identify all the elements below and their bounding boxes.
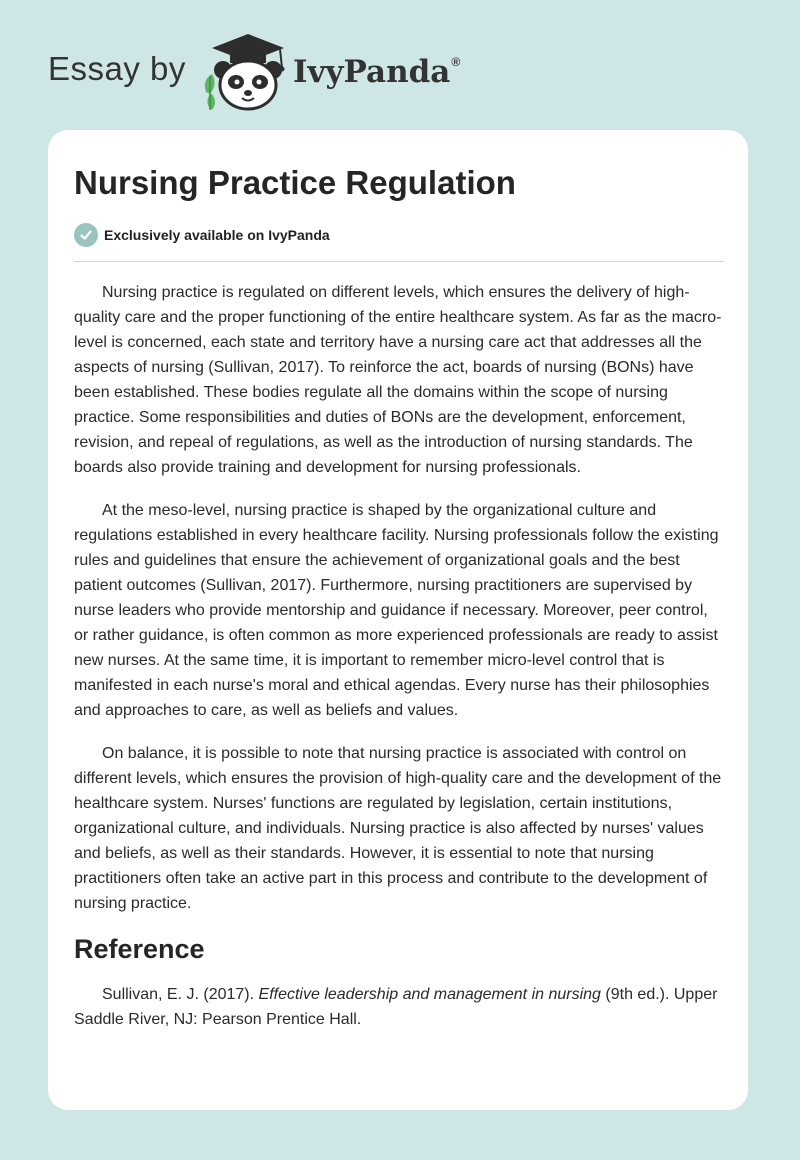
essay-by-label: Essay by [48,50,186,87]
site-header [48,30,508,112]
essay-body [74,280,726,1032]
reference-book-title: Effective leadership and management in nursing [258,986,601,1003]
essay-card [48,130,748,1110]
reference-publisher: (9th ed.). Upper Saddle River, NJ: Pearson Prentice Hall. [74,986,718,1028]
brand-text: IvyPanda [293,54,451,90]
page-title: Nursing Practice Regulation [74,164,516,201]
exclusive-badge-text: Exclusively available on IvyPanda [104,227,330,243]
panda-logo-icon[interactable] [198,30,298,112]
paragraph: Nursing practice is regulated on different levels, which ensures the delivery of high-quality care and the proper functioning of the entire healthcare system. As far as the macro-level is concerned, each state and territory have a nursing care act that addresses all the aspects of nursing (Sullivan, 2017). To reinforce the act, boards of nursing (BONs) have been established. These bodies regulate all the domains within the scope of nursing practice. Some responsibilities and duties of BONs are the development, enforcement, revision, and repeal of regulations, as well as the introduction of nursing standards. The boards also provide training and development for nursing professionals. [74,284,722,476]
registered-mark: ® [451,55,461,69]
check-icon [74,223,98,247]
divider [74,261,724,262]
exclusive-badge [74,222,330,248]
paragraph: On balance, it is possible to note that nursing practice is associated with control on different levels, which ensures the provision of high-quality care and the development of the healthcare system. Nurses' functions are regulated by legislation, certain institutions, organizational culture, and individuals. Nursing practice is also affected by nurses' values and beliefs, as well as their standards. However, it is essential to note that nursing practitioners often take an active part in this process and contribute to the development of nursing practice. [74,745,722,912]
paragraph: At the meso-level, nursing practice is shaped by the organizational culture and regulations established in every healthcare facility. Nursing professionals follow the existing rules and guidelines that ensure the achievement of organizational goals and the best patient outcomes (Sullivan, 2017). Furthermore, nursing practitioners are supervised by nurse leaders who provide mentorship and guidance if necessary. Moreover, peer control, or rather guidance, is often common as more experienced professionals are ready to assist new nurses. At the same time, it is important to remember micro-level control that is manifested in each nurse's moral and ethical agendas. Every nurse has their philosophies and approaches to care, as well as beliefs and values. [74,502,719,719]
reference-entry [74,982,726,1032]
reference-authors: Sullivan, E. J. (2017). [102,986,259,1003]
reference-heading: Reference [74,934,205,964]
brand-name[interactable] [293,54,460,90]
